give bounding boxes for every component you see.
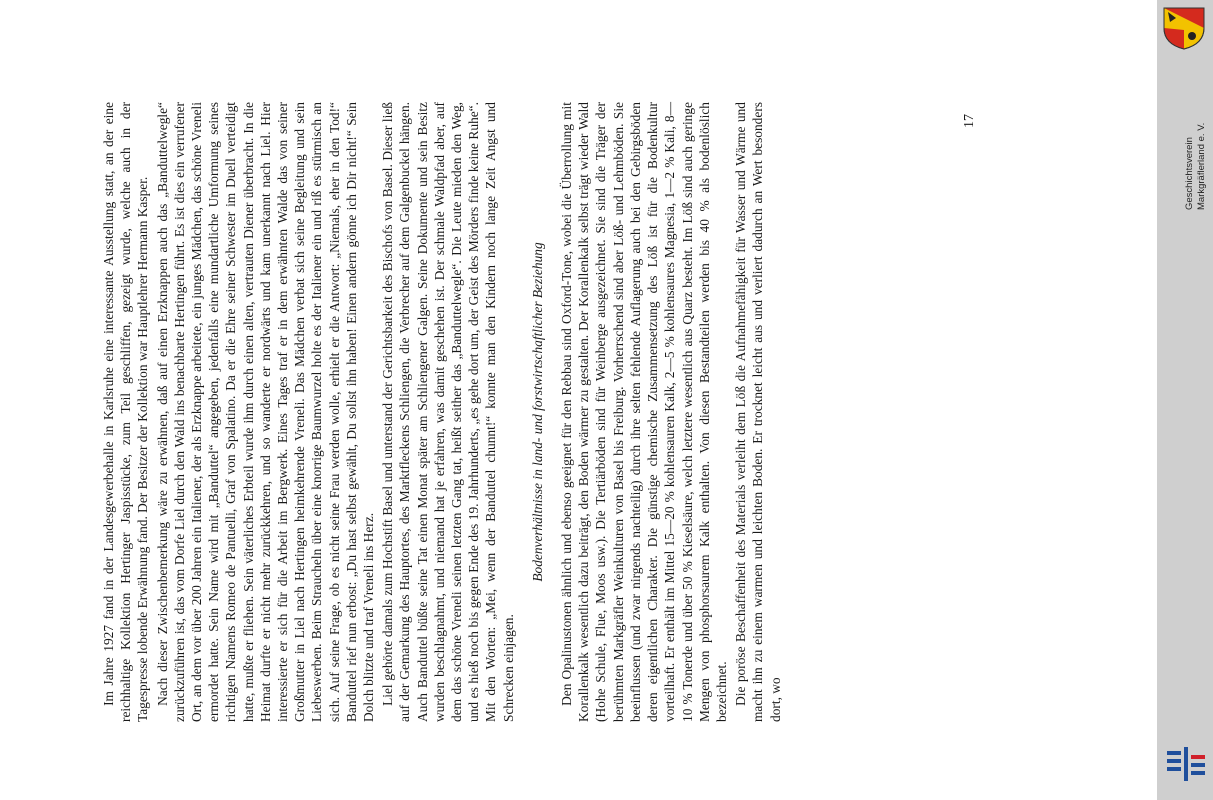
society-line: Markgräflerland e. V. — [1196, 122, 1207, 210]
society-line: Geschichtsverein — [1184, 137, 1195, 210]
page-number: 17 — [962, 114, 977, 128]
paragraph: Liel gehörte damals zum Hochstift Basel und unterstand der Gerichtsbarkeit des Bischofs von Basel. Dieser ließ auf der Gemarkung des Hauptortes, des Marktfleckens Schliengen, die Verbrecher auf dem Galgenbuckel hängen. Auch Banduttel büßte seine Tat einen Monat später am Schliengener Galgen. Seine Dokumente und sein Besitz wurden beschlagnahmt, und niemand hat je erfahren, was damit geschehen ist. Der schmale Waldpfad aber, auf dem das schöne Vreneli seinen letzten Gang tat, heißt seither das „Banduttelwegle“. Die Leute mieden den Weg, und es hieß noch bis gegen Ende des 19. Jahrhunderts, „es gehe dort um, der Geist des Mörders finde keine Ruhe“. Mit den Worten: „Mei, wenn der Banduttel chunnt!“ konnte man den Kindern noch lange Zeit Angst und Schrecken einjagen. — [380, 102, 516, 722]
society-name — [1184, 60, 1208, 210]
section-heading: Bodenverhältnisse in land- und forstwirtschaftlicher Beziehung — [529, 242, 545, 582]
paragraph: Nach dieser Zwischenbemerkung wäre zu erwähnen, daß auf einen Erzknappen auch das „Banduttelwegle“ zurückzuführen ist, das vom Dorfe Liel durch den Wald ins benachbarte Hertingen führt. Es ist dies ein verrufener Ort, an dem vor über 200 Jahren ein Italiener, der als Erzknappe arbeitete, ein junges Mädchen, das schöne Vreneli ermordet hatte. Sein Name wird mit „Banduttel“ angegeben, jedenfalls eine mundartliche Umformung seines richtigen Namens Romeo de Pantuelli, Graf von Spalatino. Da er die Ehre seiner Schwester im Duell verteidigt hatte, mußte er fliehen. Sein väterliches Erbteil wurde ihm durch einen alten, vertrauten Diener überbracht. In die Heimat durfte er nicht mehr zurückkehren, und so wanderte er nordwärts und kam unerkannt nach Liel. Hier interessierte er sich für die Arbeit im Bergwerk. Eines Tages traf er in dem erwähnten Walde das von seiner Großmutter in Liel nach Hertingen heimkehrende Vreneli. Das Mädchen verbat sich seine Begleitung und sein Liebeswerben. Beim Straucheln über eine knorrige Baumwurzel holte es der Italiener ein und riß es stürmisch an sich. Auf seine Frage, ob es nicht seine Frau werden wolle, erhielt er die Antwort: „Niemals, eher in den Tod!“ Banduttel rief nun erbost: „Du hast selbst gewählt, Du sollst ihn haben! Einen andern gönne ich Dir nicht!“ Sein Dolch blitzte und traf Vreneli ins Herz. — [154, 102, 377, 722]
university-library-logo-icon — [1165, 745, 1207, 783]
paragraph: Den Opalinustonen ähnlich und ebenso geeignet für den Rebbau sind Oxford-Tone, wobei die Überrollung mit Korallenkalk wesentlich dazu beiträgt, den Boden wärmer zu gestalten. Der Korallenkalk selbst trägt wieder Wald (Hohe Schule, Flue, Moos usw.). Die Tertiärböden sind für Weinberge ausgezeichnet. Sie sind die Träger der berühmten Markgräfler Weinkulturen von Basel bis Freiburg. Vorherrschend sind aber Löß- und Lehmböden. Sie beeinflussen (und zwar nirgends nachteilig) durch ihre selten fehlende Auflagerung auch bei den Gebirgsböden deren eigentlichen Charakter. Die günstige chemische Zusammensetzung des Löß ist für die Bodenkultur vorteilhaft. Er enthält im Mittel 15—20 % kohlensauren Kalk, 2—5 % kohlensaures Magnesia, 1—2 % Kali, 8—10 % Tonerde und über 50 % Kieselsäure, welch letztere wesentlich aus Quarz besteht. Im Löß sind auch geringe Mengen von phosphorsaurem Kalk enthalten. Von diesen Bestandteilen werden bis 40 % als bodenlöslich bezeichnet. — [559, 102, 729, 722]
page-text-rotated — [100, 102, 980, 722]
paragraph: Die poröse Beschaffenheit des Materials verleiht dem Löß die Aufnahmefähigkeit für Wasser und Wärme und macht ihn zu einem warmen und leichten Boden. Er trocknet leicht aus und verliert dadurch an Wert besonders dort, wo — [733, 102, 783, 722]
paragraph: Im Jahre 1927 fand in der Landesgewerbehalle in Karlsruhe eine interessante Ausstellung statt, an der eine reichhaltige Kollektion Hertinger Jaspisstücke, zum Teil geschliffen, gezeigt wurde, welche auch in der Tagespresse lobende Erwähnung fand. Der Besitzer der Kollektion war Hauptlehrer Hermann Kasper. — [101, 102, 151, 722]
coat-of-arms-icon — [1160, 6, 1208, 50]
